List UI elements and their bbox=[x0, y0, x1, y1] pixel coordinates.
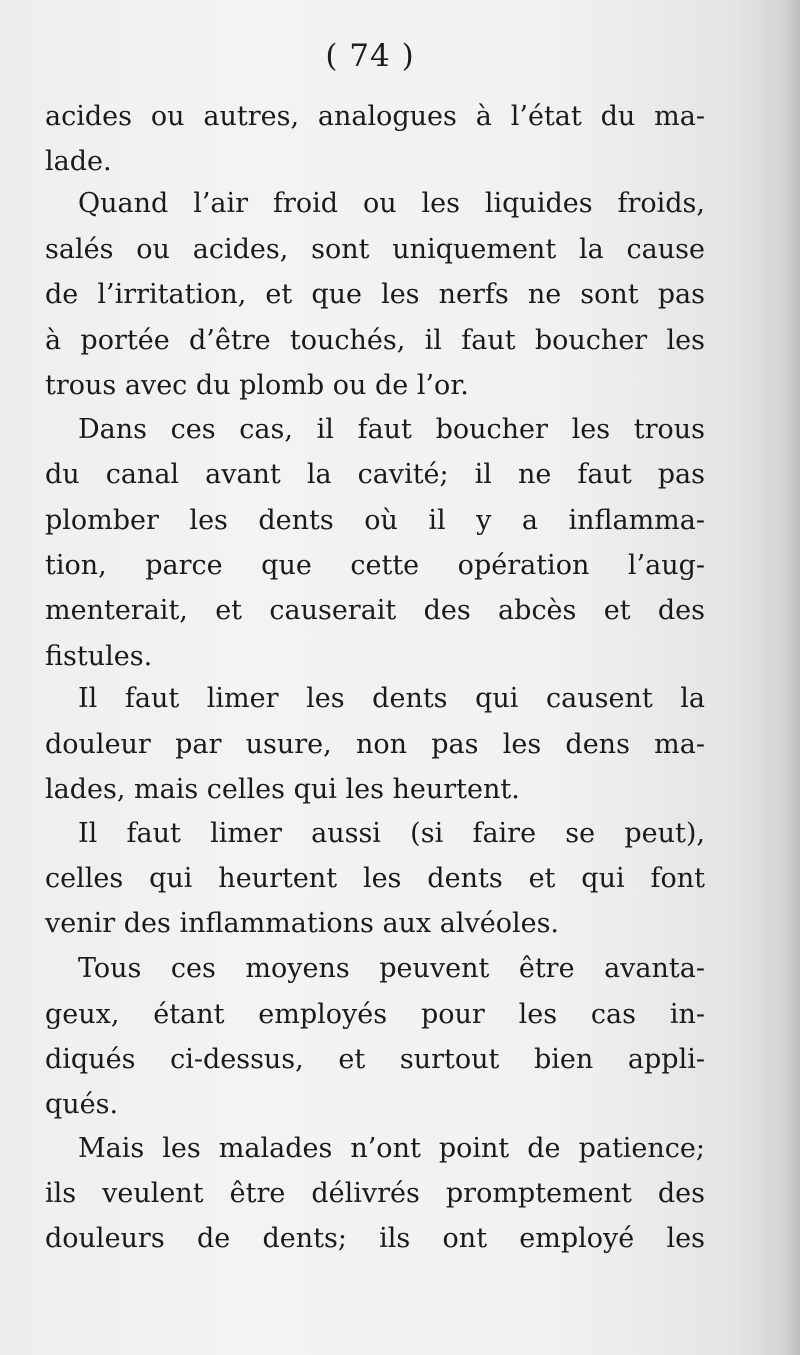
text-line: trous avec du plomb ou de l’or. bbox=[45, 370, 469, 401]
text-line: à portée d’être touchés, il faut boucher les bbox=[45, 325, 705, 356]
paragraph-first-line: Mais les malades n’ont point de patience; bbox=[78, 1133, 705, 1164]
text-line: acides ou autres, analogues à l’état du ma- bbox=[45, 101, 705, 132]
text-line: geux, étant employés pour les cas in- bbox=[45, 999, 705, 1030]
text-line: venir des inflammations aux alvéoles. bbox=[45, 908, 560, 939]
text-line: lades, mais celles qui les heurtent. bbox=[45, 774, 520, 805]
paragraph-first-line: Dans ces cas, il faut boucher les trous bbox=[78, 414, 705, 445]
text-line: menterait, et causerait des abcès et des bbox=[45, 595, 705, 626]
paragraph-first-line: Il faut limer les dents qui causent la bbox=[78, 683, 705, 714]
text-line: diqués ci-dessus, et surtout bien appli- bbox=[45, 1044, 705, 1075]
text-line: douleur par usure, non pas les dens ma- bbox=[45, 729, 705, 760]
text-line: qués. bbox=[45, 1089, 119, 1120]
text-line: lade. bbox=[45, 146, 112, 177]
paragraph-first-line: Il faut limer aussi (si faire se peut), bbox=[78, 818, 705, 849]
paragraph-first-line: Tous ces moyens peuvent être avanta- bbox=[78, 953, 705, 984]
paragraph-first-line: Quand l’air froid ou les liquides froids, bbox=[78, 188, 705, 219]
text-line: celles qui heurtent les dents et qui font bbox=[45, 863, 705, 894]
text-line: tion, parce que cette opération l’aug- bbox=[45, 550, 705, 581]
text-line: du canal avant la cavité; il ne faut pas bbox=[45, 459, 705, 490]
text-line: ils veulent être délivrés promptement des bbox=[45, 1178, 705, 1209]
text-line: fistules. bbox=[45, 641, 153, 672]
page-edge-shadow bbox=[782, 0, 800, 1355]
page-number: ( 74 ) bbox=[325, 38, 415, 74]
text-line: douleurs de dents; ils ont employé les bbox=[45, 1223, 705, 1254]
text-line: de l’irritation, et que les nerfs ne sont pas bbox=[45, 279, 705, 310]
text-line: salés ou acides, sont uniquement la cause bbox=[45, 234, 705, 265]
text-line: plomber les dents où il y a inflamma- bbox=[45, 505, 705, 536]
